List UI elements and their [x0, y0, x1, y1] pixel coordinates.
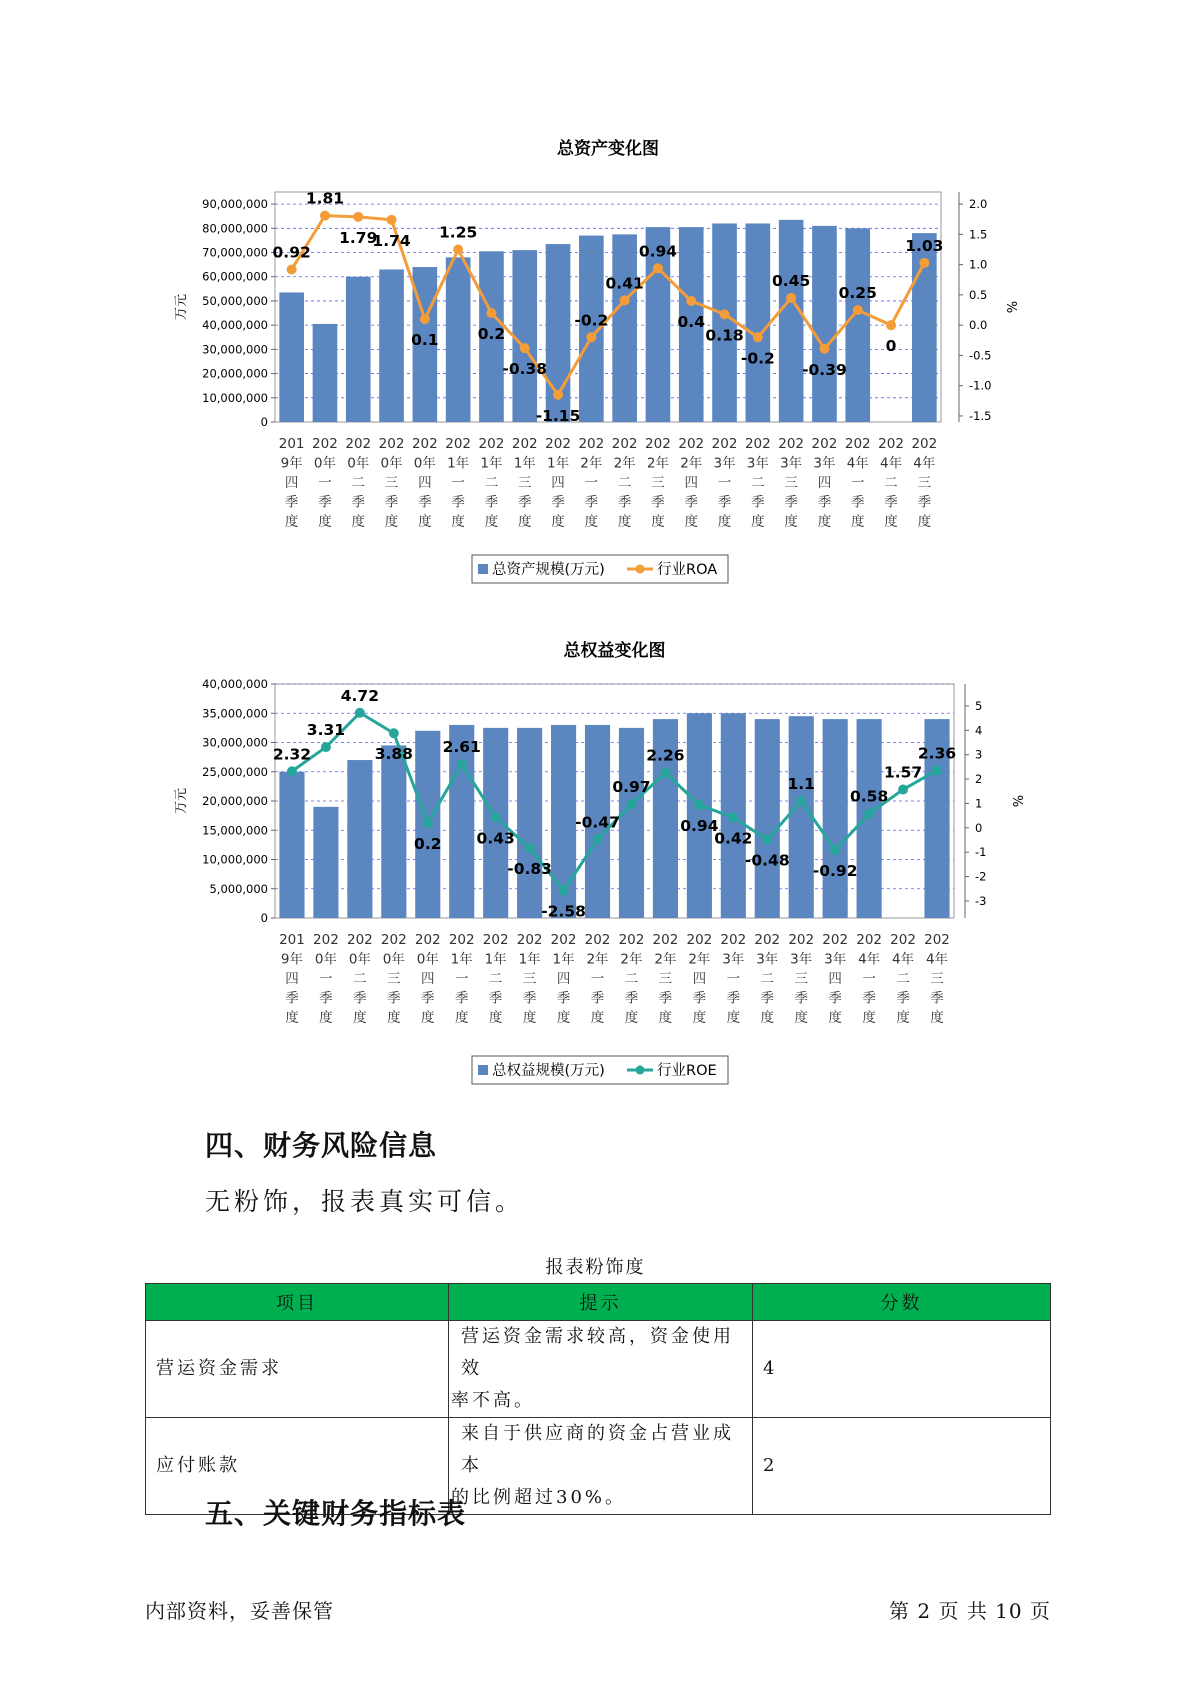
y-left-tick-label: 10,000,000: [202, 390, 268, 405]
line-point: [886, 320, 896, 330]
legend-bar-swatch: [478, 1065, 488, 1075]
total-equity-chart-svg: [174, 641, 1024, 1082]
line-point: [423, 818, 433, 828]
line-point: [653, 263, 663, 273]
y-right-tick-label: 4: [975, 723, 983, 738]
line-point: [520, 343, 530, 353]
data-label: 4.72: [340, 686, 379, 705]
data-label: 3.31: [306, 721, 346, 740]
y-right-tick-label: 1: [975, 796, 983, 811]
line-point: [753, 332, 763, 342]
line-point: [486, 308, 496, 318]
line-point: [586, 332, 596, 342]
y-right-tick-label: 5: [975, 698, 983, 713]
data-label: 2.26: [646, 746, 685, 765]
y-left-tick-label: 15,000,000: [202, 823, 268, 838]
x-tick-label: 202 1年三季度: [516, 932, 543, 1026]
line-point: [898, 785, 908, 795]
bar: [845, 228, 870, 422]
section-title-key-indicators: 五、关键财务指标表: [205, 1497, 467, 1530]
bar: [279, 292, 304, 422]
x-tick-label: 202 0年二季度: [346, 932, 373, 1026]
line-point: [525, 843, 535, 853]
legend-bar-swatch: [478, 564, 488, 574]
cell-score: 4: [753, 1321, 1051, 1418]
data-label: 1.81: [305, 189, 345, 208]
line-point: [389, 728, 399, 738]
line-point: [796, 796, 806, 806]
x-tick-label: 202 1年一季度: [448, 932, 475, 1026]
y-right-axis-title: %: [1009, 794, 1024, 808]
cell-hint-line: 的比例超过30%。: [451, 1487, 627, 1508]
y-right-tick-label: 0.0: [969, 318, 988, 333]
data-label: 0.45: [772, 271, 811, 290]
x-tick-label: 202 2年三季度: [645, 436, 671, 530]
cell-hint-line: 率不高。: [451, 1390, 535, 1411]
x-tick-label: 201 9年四季度: [279, 932, 305, 1026]
bar: [779, 220, 804, 422]
data-label: -0.2: [740, 349, 775, 368]
y-right-tick-label: 2.0: [969, 197, 988, 212]
whitewash-table: [145, 1283, 1051, 1515]
bar: [483, 728, 508, 918]
legend-line-marker: [636, 565, 645, 574]
y-right-tick-label: -3: [975, 893, 987, 908]
line-point: [553, 390, 563, 400]
y-right-tick-label: 2: [975, 772, 983, 787]
section-title-financial-risk: 四、财务风险信息: [205, 1129, 438, 1162]
line-point: [694, 800, 704, 810]
x-tick-label: 202 0年一季度: [312, 436, 338, 530]
bar: [512, 250, 537, 422]
plot-area: [272, 189, 944, 422]
y-left-tick-label: 50,000,000: [202, 293, 268, 308]
x-tick-label: 202 0年三季度: [380, 932, 407, 1026]
bar: [517, 728, 542, 918]
x-tick-label: 202 4年二季度: [890, 932, 916, 1026]
line-point: [491, 812, 501, 822]
data-label: 1.03: [905, 236, 944, 255]
line-point: [287, 766, 297, 776]
y-left-tick-label: 40,000,000: [202, 677, 268, 691]
line-point: [626, 799, 636, 809]
cell-item: 应付账款: [146, 1418, 449, 1515]
legend-line-label: 行业ROA: [657, 562, 718, 578]
data-label: -0.92: [812, 862, 858, 881]
legend-bar-label: 总资产规模(万元): [492, 562, 605, 578]
line-point: [453, 245, 463, 255]
data-label: -0.47: [575, 813, 620, 832]
x-tick-label: 202 2年二季度: [611, 436, 638, 530]
y-right-tick-label: -0.5: [969, 348, 992, 363]
data-label: 0.92: [272, 243, 311, 262]
y-right-tick-label: -1.0: [969, 378, 992, 393]
data-label: 1.57: [883, 763, 923, 782]
x-tick-label: 202 0年三季度: [378, 436, 405, 530]
data-label: 0.97: [612, 778, 651, 797]
data-label: 2.61: [442, 738, 481, 757]
y-left-tick-label: 35,000,000: [202, 706, 268, 721]
y-left-tick-label: 70,000,000: [202, 245, 268, 260]
data-label: -1.15: [535, 406, 581, 425]
bar: [812, 226, 837, 422]
line-point: [355, 708, 365, 718]
line-point: [321, 742, 331, 752]
header-item: 项目: [146, 1284, 449, 1321]
bar: [279, 772, 304, 918]
line-point: [919, 258, 929, 268]
y-right-tick-label: 1.0: [969, 257, 988, 272]
bar: [789, 716, 814, 918]
bar: [712, 223, 737, 422]
x-tick-label: 202 2年三季度: [652, 932, 679, 1026]
x-tick-label: 202 2年四季度: [678, 436, 705, 530]
x-tick-label: 202 4年一季度: [856, 932, 883, 1026]
line-point: [728, 813, 738, 823]
table-caption: 报表粉饰度: [545, 1257, 646, 1278]
data-label: -0.39: [802, 360, 847, 379]
x-tick-label: 202 2年一季度: [578, 436, 605, 530]
y-right-axis-title: %: [1003, 300, 1018, 314]
data-label: -0.48: [744, 851, 790, 870]
data-label: 0.58: [850, 787, 889, 806]
bar: [687, 713, 712, 918]
y-right-tick-label: 3: [975, 747, 983, 762]
cell-score: 2: [753, 1418, 1051, 1515]
data-label: 2.32: [272, 745, 312, 764]
data-label: 0.94: [680, 816, 719, 835]
line-point: [660, 768, 670, 778]
cell-hint-line: 营运资金需求较高，资金使用效: [461, 1326, 734, 1379]
line-point: [853, 305, 863, 315]
x-tick-label: 202 0年四季度: [414, 932, 441, 1026]
x-tick-label: 202 2年二季度: [618, 932, 645, 1026]
bar: [346, 277, 371, 422]
bar: [612, 234, 637, 422]
y-left-tick-label: 20,000,000: [202, 794, 268, 808]
data-label: 0.94: [638, 242, 678, 261]
x-tick-label: 202 4年二季度: [878, 436, 904, 530]
y-left-tick-label: 60,000,000: [202, 269, 268, 284]
x-tick-label: 202 1年四季度: [545, 436, 571, 530]
y-left-tick-label: 25,000,000: [202, 764, 268, 779]
header-score: 分数: [753, 1284, 1051, 1321]
line-point: [786, 293, 796, 303]
y-left-tick-label: 5,000,000: [209, 881, 268, 896]
bar: [619, 728, 644, 918]
x-tick-label: 202 3年二季度: [744, 436, 771, 530]
line-point: [864, 809, 874, 819]
x-tick-label: 202 1年四季度: [550, 932, 577, 1026]
legend-bar-label: 总权益规模(万元): [492, 1063, 605, 1079]
x-tick-label: 202 4年一季度: [844, 436, 871, 530]
legend-line-label: 行业ROE: [657, 1063, 717, 1079]
footer-page-number: 第 2 页 共 10 页: [889, 1599, 1051, 1623]
y-left-tick-label: 30,000,000: [202, 342, 268, 357]
line-point: [387, 215, 397, 225]
x-tick-label: 202 2年一季度: [584, 932, 611, 1026]
cell-hint: [449, 1418, 753, 1515]
bar: [823, 719, 848, 918]
line-point: [457, 759, 467, 769]
financial-risk-text: 无粉饰，报表真实可信。: [205, 1187, 525, 1216]
data-label: 1.1: [787, 775, 815, 793]
x-tick-label: 202 0年二季度: [345, 436, 372, 530]
chart-title: 总权益变化图: [563, 641, 666, 661]
data-label: 0.2: [414, 834, 442, 853]
y-left-tick-label: 10,000,000: [202, 852, 268, 867]
y-left-tick-label: 30,000,000: [202, 735, 268, 750]
y-left-tick-label: 90,000,000: [202, 197, 268, 212]
bar: [446, 257, 471, 422]
total-equity-chart: [174, 641, 1024, 1082]
bar: [313, 807, 338, 918]
data-label: -2.58: [541, 902, 586, 921]
data-label: -0.2: [574, 311, 609, 330]
total-assets-chart: [174, 139, 1018, 578]
data-label: 0.2: [477, 325, 506, 344]
y-right-tick-label: 0.5: [969, 287, 988, 302]
data-label: -0.38: [502, 360, 548, 379]
line-point: [287, 264, 297, 274]
line-point: [420, 314, 430, 324]
line-point: [620, 295, 630, 305]
y-left-tick-label: 80,000,000: [202, 221, 268, 236]
y-left-tick-label: 40,000,000: [202, 318, 268, 333]
y-left-axis-title: 万元: [174, 293, 189, 321]
x-tick-label: 202 0年四季度: [411, 436, 438, 530]
bar: [746, 223, 771, 422]
legend-line-marker: [636, 1066, 645, 1075]
data-label: 0: [885, 337, 897, 356]
bar: [347, 760, 372, 918]
line-point: [686, 296, 696, 306]
x-tick-label: 202 2年四季度: [686, 932, 713, 1026]
y-right-tick-label: 0: [975, 820, 983, 835]
x-tick-label: 202 4年三季度: [924, 932, 950, 1026]
x-tick-label: 202 3年二季度: [754, 932, 781, 1026]
data-label: 0.42: [714, 829, 753, 848]
x-tick-label: 201 9年四季度: [278, 436, 305, 530]
x-tick-label: 202 3年一季度: [720, 932, 747, 1026]
y-left-tick-label: 0: [260, 415, 268, 429]
x-tick-label: 202 3年三季度: [778, 436, 805, 530]
x-tick-label: 202 1年二季度: [482, 932, 509, 1026]
data-label: 0.4: [677, 312, 705, 331]
chart-title: 总资产变化图: [557, 139, 659, 159]
line-point: [830, 845, 840, 855]
data-label: 1.79: [339, 228, 378, 247]
cell-item: 营运资金需求: [146, 1321, 449, 1418]
header-hint: 提示: [449, 1284, 753, 1321]
table-row: [146, 1321, 1051, 1418]
data-label: 0.25: [838, 284, 877, 303]
y-right-tick-label: 1.5: [969, 227, 988, 242]
bar: [379, 269, 404, 422]
line-point: [593, 834, 603, 844]
x-tick-label: 202 1年三季度: [511, 436, 538, 530]
line-point: [819, 344, 829, 354]
line-point: [762, 835, 772, 845]
cell-hint-line: 来自于供应商的资金占营业成本: [461, 1423, 734, 1476]
bar: [755, 719, 780, 918]
line-point: [559, 886, 569, 896]
bar: [313, 324, 338, 422]
x-tick-label: 202 3年一季度: [711, 436, 738, 530]
bar: [381, 745, 406, 918]
y-left-axis-title: 万元: [174, 787, 189, 815]
x-tick-label: 202 3年三季度: [788, 932, 815, 1026]
x-tick-label: 202 3年四季度: [822, 932, 849, 1026]
data-label: 0.1: [411, 331, 439, 350]
data-label: 1.74: [372, 231, 411, 250]
data-label: -0.83: [507, 860, 552, 879]
data-label: 2.36: [917, 744, 957, 763]
data-label: 3.88: [374, 745, 413, 764]
x-tick-label: 202 1年二季度: [478, 436, 505, 530]
data-label: 0.41: [605, 274, 644, 293]
line-point: [320, 211, 330, 221]
y-right-tick-label: -1.5: [969, 408, 992, 423]
line-point: [720, 309, 730, 319]
y-left-tick-label: 0: [260, 911, 268, 925]
table-header-row: [146, 1284, 1051, 1321]
x-tick-label: 202 4年三季度: [911, 436, 938, 530]
cell-hint: [449, 1321, 753, 1418]
line-point: [932, 765, 942, 775]
data-label: 0.43: [476, 829, 515, 848]
line-point: [353, 212, 363, 222]
y-right-tick-label: -1: [975, 845, 987, 860]
footer-left: 内部资料，妥善保管: [145, 1599, 334, 1623]
y-right-tick-label: -2: [975, 869, 987, 884]
data-label: 0.18: [705, 326, 744, 345]
data-label: 1.25: [439, 223, 478, 242]
x-tick-label: 202 1年一季度: [445, 436, 472, 530]
total-assets-chart-svg: [174, 139, 1018, 578]
x-tick-label: 202 3年四季度: [811, 436, 838, 530]
y-left-tick-label: 20,000,000: [202, 366, 268, 381]
x-tick-label: 202 0年一季度: [313, 932, 339, 1026]
